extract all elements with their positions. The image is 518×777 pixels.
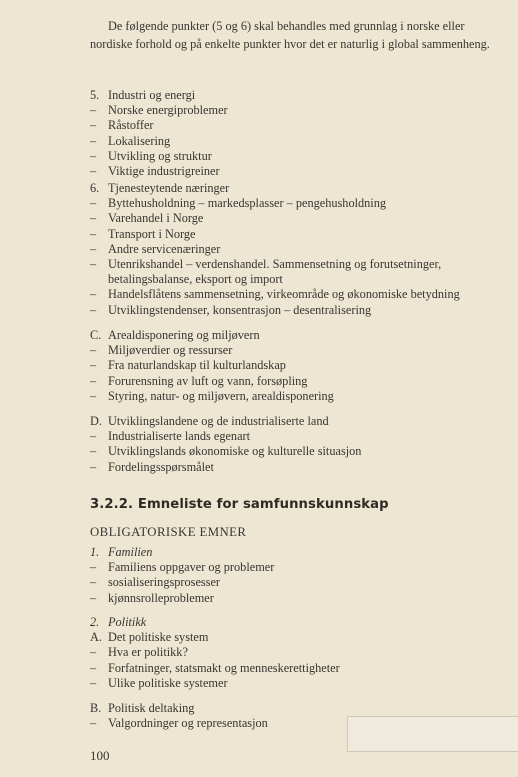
list-item-text: Viktige industrigreiner bbox=[108, 164, 220, 179]
list-item bbox=[90, 103, 510, 118]
dash: – bbox=[90, 164, 97, 179]
list-item-text: Styring, natur- og miljøvern, arealdisponering bbox=[108, 388, 334, 403]
list-item bbox=[90, 676, 510, 691]
section-c-title-text: Arealdisponering og miljøvern bbox=[108, 328, 260, 342]
topic-1-marker: 1. bbox=[90, 545, 100, 559]
subtopic-a-title bbox=[90, 630, 510, 645]
topic-1 bbox=[90, 545, 510, 606]
section-c-title bbox=[90, 328, 510, 343]
dash: – bbox=[90, 388, 97, 403]
dash: – bbox=[90, 660, 97, 675]
dash: – bbox=[90, 133, 97, 148]
list-item-text: Fordelingsspørsmålet bbox=[108, 459, 214, 474]
list-item-text: Handelsflåtens sammensetning, virkeområde og økonomiske betydning bbox=[108, 287, 460, 302]
topic-1-title-text: Familien bbox=[108, 545, 153, 559]
list-item-text: Byttehusholdning – markedsplasser – pengehusholdning bbox=[108, 196, 387, 211]
list-item bbox=[90, 242, 510, 257]
list-item-text: Råstoffer bbox=[108, 118, 154, 133]
dash: – bbox=[90, 444, 97, 459]
list-item bbox=[90, 645, 510, 660]
list-item-text: Varehandel i Norge bbox=[108, 211, 204, 226]
section-heading: 3.2.2. Emneliste for samfunnskunnskap bbox=[90, 497, 389, 512]
list-item-text: Utvikling og struktur bbox=[108, 148, 212, 163]
subtopic-b-title-text: Politisk deltaking bbox=[108, 701, 195, 715]
dash: – bbox=[90, 429, 97, 444]
topic-2-title-text: Politikk bbox=[108, 615, 147, 629]
dash: – bbox=[90, 241, 97, 256]
list-item-text: Hva er politikk? bbox=[108, 645, 188, 660]
list-item-text: Miljøverdier og ressurser bbox=[108, 343, 233, 358]
list-item bbox=[90, 358, 510, 373]
dash: – bbox=[90, 675, 97, 690]
list-item bbox=[90, 460, 510, 475]
list-item bbox=[90, 429, 510, 444]
dash: – bbox=[90, 373, 97, 388]
page-number: 100 bbox=[90, 748, 110, 763]
list-item-text: Andre servicenæringer bbox=[108, 241, 221, 256]
section-6-title-text: Tjenesteytende næringer bbox=[108, 181, 230, 195]
dash: – bbox=[90, 287, 97, 302]
topic-2-marker: 2. bbox=[90, 615, 100, 629]
dash: – bbox=[90, 118, 97, 133]
section-5 bbox=[90, 88, 510, 179]
list-item bbox=[90, 374, 510, 389]
dash: – bbox=[90, 196, 97, 211]
list-item bbox=[90, 343, 510, 358]
list-item bbox=[90, 196, 510, 211]
list-item bbox=[90, 591, 510, 606]
dash: – bbox=[90, 211, 97, 226]
list-item bbox=[90, 118, 510, 133]
topic-2 bbox=[90, 615, 510, 691]
dash: – bbox=[90, 575, 97, 590]
section-6-title bbox=[90, 181, 510, 196]
section-5-title bbox=[90, 88, 510, 103]
section-d bbox=[90, 414, 510, 475]
list-item-text: Industrialiserte lands egenart bbox=[108, 429, 251, 444]
subtopic-a-title-text: Det politiske system bbox=[108, 630, 209, 645]
intro-paragraph: De følgende punkter (5 og 6) skal behandles med grunnlag i norske eller nordiske forhold og på enkelte punkter hvor det er naturlig i global sammenheng. bbox=[90, 19, 490, 51]
list-item-text: kjønnsrolleproblemer bbox=[108, 590, 214, 605]
list-item bbox=[90, 560, 510, 575]
dash: – bbox=[90, 560, 97, 575]
topic-1-title bbox=[90, 545, 510, 560]
dash: – bbox=[90, 257, 97, 272]
dash: – bbox=[90, 590, 97, 605]
list-item-text: Forfatninger, statsmakt og menneskerettigheter bbox=[108, 660, 340, 675]
section-c-marker: C. bbox=[90, 328, 102, 342]
list-item-text: sosialiseringsprosesser bbox=[108, 575, 221, 590]
dash: – bbox=[90, 226, 97, 241]
dash: – bbox=[90, 148, 97, 163]
section-5-marker: 5. bbox=[90, 88, 100, 102]
section-6 bbox=[90, 181, 510, 318]
list-item bbox=[90, 149, 510, 164]
list-item bbox=[90, 444, 510, 459]
blank-frame bbox=[347, 716, 518, 752]
dash: – bbox=[90, 302, 97, 317]
list-item bbox=[90, 303, 510, 318]
list-item-text: Utviklingstendenser, konsentrasjon – desentralisering bbox=[108, 302, 372, 317]
section-d-title bbox=[90, 414, 510, 429]
list-item-text: Lokalisering bbox=[108, 133, 171, 148]
section-c bbox=[90, 328, 510, 404]
list-item-text: Utenrikshandel – verdenshandel. Sammensetning og forutsetninger, betalingsbalanse, eksport og import bbox=[108, 257, 442, 287]
dash: – bbox=[90, 716, 97, 731]
section-6-marker: 6. bbox=[90, 181, 100, 195]
section-5-title-text: Industri og energi bbox=[108, 88, 196, 102]
subtopic-b-title bbox=[90, 701, 510, 716]
list-item bbox=[90, 661, 510, 676]
dash: – bbox=[90, 103, 97, 118]
list-item bbox=[90, 227, 510, 242]
obligatory-subjects-heading: OBLIGATORISKE EMNER bbox=[90, 525, 247, 539]
section-d-title-text: Utviklingslandene og de industrialiserte land bbox=[108, 414, 329, 428]
list-item-text: Norske energiproblemer bbox=[108, 103, 228, 118]
list-item bbox=[90, 164, 510, 179]
list-item-text: Ulike politiske systemer bbox=[108, 675, 228, 690]
subtopic-a-marker: A. bbox=[90, 630, 102, 645]
list-item-text: Fra naturlandskap til kulturlandskap bbox=[108, 358, 286, 373]
subtopic-b-marker: B. bbox=[90, 701, 102, 715]
list-item-text: Transport i Norge bbox=[108, 226, 196, 241]
dash: – bbox=[90, 459, 97, 474]
list-item bbox=[90, 575, 510, 590]
list-item-text: Familiens oppgaver og problemer bbox=[108, 560, 275, 575]
list-item bbox=[90, 287, 510, 302]
list-item bbox=[90, 257, 510, 287]
section-d-marker: D. bbox=[90, 414, 102, 428]
dash: – bbox=[90, 343, 97, 358]
list-item bbox=[90, 134, 510, 149]
list-item bbox=[90, 211, 510, 226]
list-item-text: Forurensning av luft og vann, forsøpling bbox=[108, 373, 308, 388]
dash: – bbox=[90, 645, 97, 660]
topic-2-title bbox=[90, 615, 510, 630]
list-item-text: Valgordninger og representasjon bbox=[108, 716, 268, 731]
dash: – bbox=[90, 358, 97, 373]
list-item-text: Utviklingslands økonomiske og kulturelle situasjon bbox=[108, 444, 362, 459]
list-item bbox=[90, 389, 510, 404]
